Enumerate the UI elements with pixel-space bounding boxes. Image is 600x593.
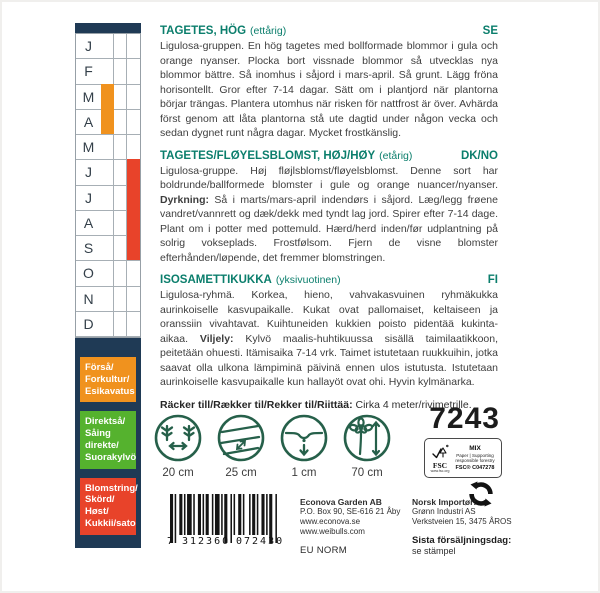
calendar-legend-column (75, 338, 141, 548)
calendar-month-row (76, 261, 140, 286)
legend-line: Forkultur/ (85, 373, 130, 385)
calendar-month-label: J (85, 189, 92, 206)
calendar-month-label: S (83, 240, 94, 257)
calendar-cell (127, 110, 140, 134)
calendar-cell (114, 211, 127, 235)
calendar-cell (127, 261, 140, 285)
coverage-label: Räcker till/Rækker til/Rekker til/Riittää: (160, 398, 353, 411)
calendar-month-label: A (83, 113, 94, 130)
fsc-acronym: FSC (432, 460, 448, 470)
body-text: Ligulosa-ryhmä. Korkea, hieno, vahvakasvuinen ryhmäkukka aurinkoiselle kasvupaikalle. Kukat ovat pallomaiset, keltaiseen ja oranssiin vivahtavat. Kuihtuneiden kukkien poisto pidentää kukinta-aikaa. (160, 289, 498, 345)
blomstring-period-bar (127, 159, 140, 260)
company-address: P.O. Box 90, SE-616 21 Åby (300, 507, 401, 516)
company-website-econova: www.econova.se (300, 517, 361, 526)
calendar-cell (127, 59, 140, 83)
legend-line: Kukkii/sato (85, 517, 136, 529)
importer-label: Norsk Importør: (412, 497, 477, 507)
fsc-logo-column (428, 442, 452, 474)
section-header (160, 274, 498, 286)
calendar-cell (114, 34, 127, 58)
calendar-cell (127, 85, 140, 109)
calendar-cell (114, 236, 127, 260)
fsc-desc-line1: Paper | Supporting (456, 453, 494, 458)
plant-spacing-item (153, 413, 203, 479)
language-code: FI (487, 274, 498, 286)
fsc-tree-icon (431, 444, 449, 462)
fsc-description (455, 453, 494, 463)
section-finnish (160, 274, 498, 390)
ean-barcode (166, 492, 294, 553)
legend-line: Blomstring/ (85, 482, 138, 494)
section-body (160, 39, 498, 141)
row-spacing-value: 25 cm (225, 467, 257, 479)
calendar-month-label: A (83, 214, 94, 231)
fsc-cert-number: FSC® C047278 (455, 465, 495, 471)
calendar-month-row (76, 135, 140, 160)
calendar-month-row (76, 287, 140, 312)
calendar-month-label: M (82, 88, 95, 105)
section-title: ISOSAMETTIKUKKA (160, 274, 272, 286)
sowing-spec-row (153, 413, 392, 479)
plant-height-item (342, 413, 392, 479)
section-title: TAGETES/FLØYELSBLOMST, HØJ/HØY (160, 149, 376, 162)
section-title-suffix: (etårig) (379, 149, 413, 162)
language-code: DK/NO (460, 149, 498, 162)
calendar-month-label: N (83, 290, 94, 307)
calendar-cell (101, 160, 114, 184)
section-header (160, 150, 498, 162)
importer-name: Grønn Industri AS (412, 507, 476, 516)
body-text: Ligulosa-gruppen. En hög tagetes med bollformade blommor i gula och orange nyanser. Plocka bort vissnade blommor så utvecklas nya blommor bättre. Så inomhus i såjord i mars-april. Så grunt. Lägg fröna horisontellt. Gror efter 7-14 dagar. Sätt om i plantjord när plantorna börjar trängas. Plantera utomhus när risken för nattfrost är över. Avhärda först genom att låta plantorna stå ute dagtid under någon vecka och sedan dygnet runt några dagar. Mycket frostkänslig. (160, 40, 498, 139)
calendar-cell (114, 261, 127, 285)
calendar-cell (114, 312, 127, 336)
legend-line: Såing (85, 428, 111, 440)
calendar-cell (101, 34, 114, 58)
section-danish-norwegian (160, 150, 498, 266)
sowing-depth-item (279, 413, 329, 479)
row-spacing-icon (216, 413, 266, 463)
eu-norm-label: EU NORM (300, 545, 347, 556)
section-body (160, 164, 498, 266)
body-text: Kylvö maalis-huhtikuussa sisällä taimilaatikkoon, peitetään ohuesti. Itämisaika 7-14 vrk. Taimet istutetaan ruukkuihin, jotka saavat olla ulkona lämpiminä päivinä ennen ulos istutusta. Istutetaan aurinkoiselle kasvupaikalle kun hallayöt ovat ohi. Hyvin kylmänarka. (160, 332, 499, 388)
last-sale-label: Sista försäljningsdag: (412, 535, 512, 546)
section-swedish (160, 25, 498, 141)
calendar-cell (101, 186, 114, 210)
last-sale-value: se stämpel (412, 546, 456, 556)
calendar-cell (127, 34, 140, 58)
calendar-cell (101, 135, 114, 159)
plant-spacing-value: 20 cm (162, 467, 194, 479)
body-bold-term: Dyrkning: (160, 193, 210, 206)
legend-line: Direktså/ (85, 416, 126, 428)
fsc-text-column (452, 442, 498, 474)
calendar-cell (101, 236, 114, 260)
company-website-weibulls: www.weibulls.com (300, 527, 365, 536)
calendar-top-bar (75, 23, 141, 33)
legend-line: direkte/ (85, 439, 119, 451)
calendar-cell (114, 59, 127, 83)
calendar-month-label: D (83, 315, 94, 332)
calendar-month-row (76, 59, 140, 84)
calendar-cell (127, 287, 140, 311)
blomstring-legend-box (80, 478, 136, 535)
legend-line: Suorakylvö (85, 451, 137, 463)
section-title-suffix: (yksivuotinen) (275, 274, 341, 286)
sowing-calendar-grid (75, 33, 141, 338)
fsc-desc-line2: responsible forestry (455, 458, 495, 463)
company-info-block (300, 497, 412, 556)
calendar-month-label: O (83, 265, 94, 282)
direktsa-legend-box (80, 411, 136, 468)
section-title-suffix: (ettårig) (250, 25, 287, 37)
calendar-cell (114, 186, 127, 210)
legend-line: Esikavatus (85, 385, 135, 397)
section-title: TAGETES, HÖG (160, 25, 247, 37)
body-text: Så i marts/mars-april indendørs i såjord. Læg/legg frøene vandret/vannrett og dæk/dekk med tyndt lag jord. Spirer efter 7-14 dage. Plant om i potter med pottemuld. Hærd/herd inden/før udplantning på solrig vokseplads. Frostfølsom. Fjern de visne blomster efterhånden/løpende, det fremmer blomstringen. (160, 193, 498, 264)
sowing-depth-icon (279, 413, 329, 463)
calendar-cell (114, 135, 127, 159)
legend-line: Høst/ (85, 506, 109, 518)
calendar-cell (114, 287, 127, 311)
body-bold-term: Viljely: (199, 332, 234, 345)
forsa-period-bar (101, 84, 114, 135)
importer-address: Verkstveien 15, 3475 ÅROS (412, 517, 512, 526)
coverage-value: Cirka 4 meter/rivimetrille. (352, 398, 472, 411)
calendar-month-row (76, 34, 140, 59)
barcode-group1: 312360 (182, 536, 231, 547)
calendar-month-label: J (85, 38, 92, 55)
calendar-cell (114, 160, 127, 184)
calendar-cell (127, 312, 140, 336)
body-text: Ligulosa-gruppe. Høj fløjlsblomst/fløyelsblomst. Denne sort har boldrunde/ballformede blomster i gule og orange nuancer/nyanser. (160, 164, 498, 191)
company-name: Econova Garden AB (300, 497, 382, 507)
calendar-cell (101, 287, 114, 311)
plant-height-icon (342, 413, 392, 463)
fsc-mix-label: MIX (469, 445, 481, 452)
plant-spacing-icon (153, 413, 203, 463)
calendar-cell (114, 85, 127, 109)
fsc-url: www.fsc.org (430, 468, 450, 473)
calendar-cell (101, 211, 114, 235)
calendar-cell (114, 110, 127, 134)
description-column (160, 25, 498, 411)
importer-info-block (412, 497, 517, 556)
calendar-month-label: F (84, 63, 93, 80)
fsc-label (424, 438, 502, 478)
legend-line: Skörd/ (85, 494, 115, 506)
calendar-cell (101, 59, 114, 83)
calendar-cell (101, 261, 114, 285)
barcode-lead-digit: 7 (167, 536, 174, 547)
product-number: 7243 (429, 402, 500, 435)
plant-height-value: 70 cm (351, 467, 383, 479)
row-spacing-item (216, 413, 266, 479)
calendar-month-label: J (85, 164, 92, 181)
section-header (160, 25, 498, 37)
sowing-depth-value: 1 cm (291, 467, 317, 479)
calendar-cell (127, 135, 140, 159)
last-sale-block (412, 535, 517, 556)
barcode-group2: 072430 (236, 536, 285, 547)
calendar-cell (101, 312, 114, 336)
language-code: SE (482, 25, 498, 37)
calendar-month-row (76, 312, 140, 337)
calendar-month-label: M (82, 139, 95, 156)
section-body (160, 288, 498, 390)
legend-line: Förså/ (85, 362, 114, 373)
forsa-legend-box (80, 357, 136, 402)
